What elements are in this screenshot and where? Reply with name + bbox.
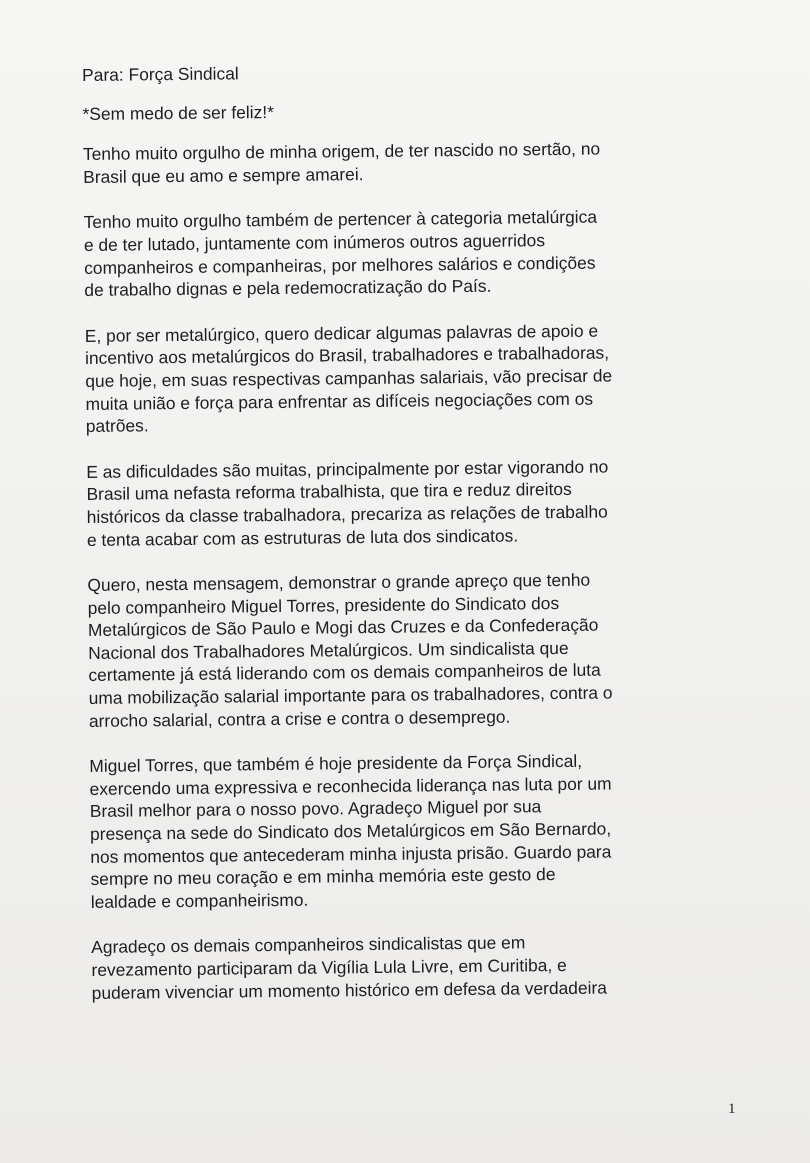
paragraph-difficulties: E as dificuldades são muitas, principalmente por estar vigorando no Brasil uma nefasta reforma trabalhista, que tira e reduz direitos históricos da classe trabalhadora, precariza as relações de trabalho e tenta acabar com as estruturas de luta dos sindicatos.: [86, 456, 609, 550]
paragraph-support-message: E, por ser metalúrgico, quero dedicar algumas palavras de apoio e incentivo aos metalúrgicos do Brasil, trabalhadores e trabalhadoras, que hoje, em suas respectivas campanhas salariais, vão precisar de muita união e força para enfrentar as difíceis negociações com os patrões.: [84, 320, 613, 437]
paragraph-origin: Tenho muito orgulho de minha origem, de ter nascido no sertão, no Brasil que eu amo e sempre amarei.: [82, 138, 601, 187]
page-number: 1: [728, 1101, 736, 1117]
paragraph-miguel-torres-leadership: Miguel Torres, que também é hoje presidente da Força Sindical, exercendo uma expressiva e reconhecida liderança nas luta por um Brasil melhor para o nosso povo. Agradeço Miguel por sua presença na sede do Sindicato dos Metalúrgicos em São Bernardo, nos momentos que antecederam minha injusta prisão. Guardo para sempre no meu coração e em minha memória este gesto de lealdade e companheirismo.: [89, 751, 612, 912]
recipient-line: Para: Força Sindical: [82, 63, 239, 85]
headline: *Sem medo de ser feliz!*: [82, 101, 275, 124]
letter-body: [82, 57, 740, 1004]
paragraph-miguel-torres-appreciation: Quero, nesta mensagem, demonstrar o grande apreço que tenho pelo companheiro Miguel Torres, presidente do Sindicato dos Metalúrgicos de São Paulo e Mogi das Cruzes e da Confederação Nacional dos Trabalhadores Metalúrgicos. Um sindicalista que certamente já está liderando com os demais companheiros de luta uma mobilização salarial importante para os trabalhadores, contra o arrocho salarial, contra a crise e contra o desemprego.: [87, 569, 613, 731]
paragraph-metalworker-category: Tenho muito orgulho também de pertencer à categoria metalúrgica e de ter lutado, juntamente com inúmeros outros aguerridos companheiros e companheiras, por melhores salários e condições de trabalho dignas e pela redemocratização do País.: [83, 206, 598, 301]
paragraph-vigil-thanks: Agradeço os demais companheiros sindicalistas que em revezamento participaram da Vigília Lula Livre, em Curitiba, e puderam vivenciar um momento histórico em defesa da verdadeira: [91, 932, 608, 1003]
